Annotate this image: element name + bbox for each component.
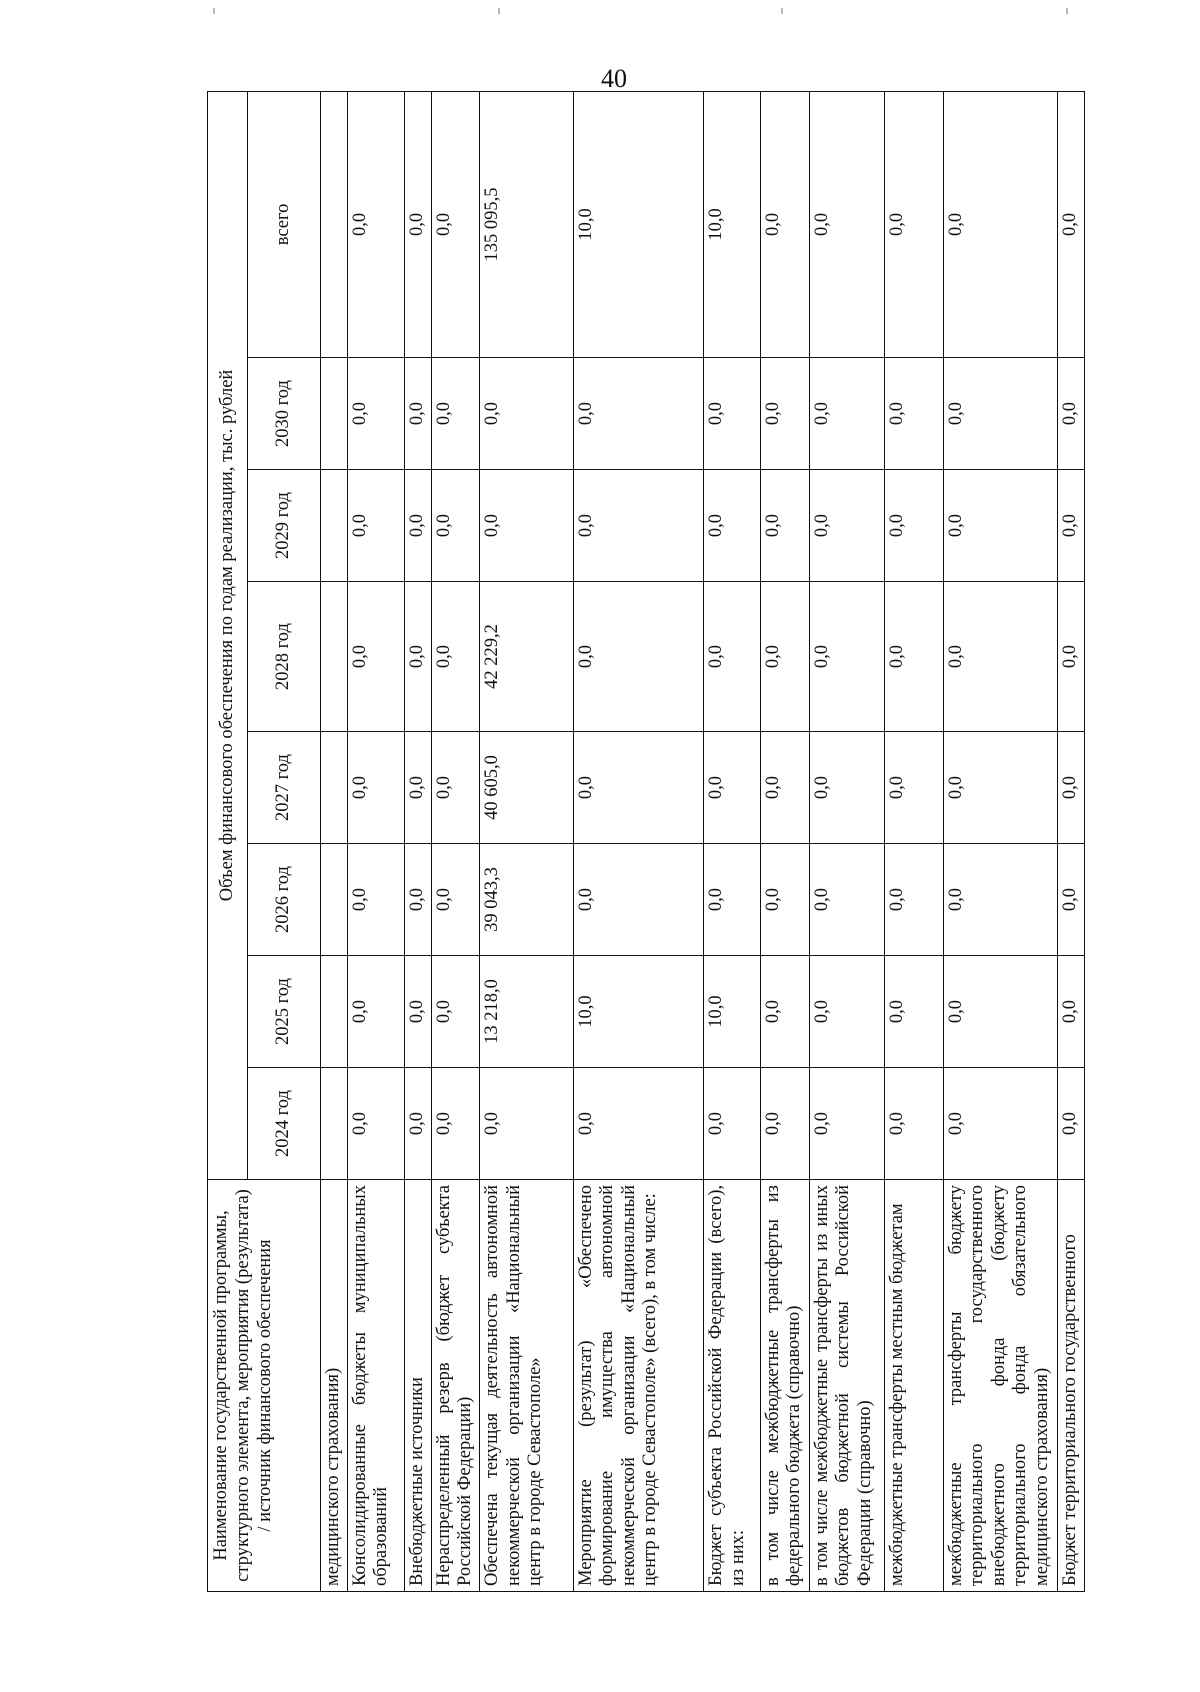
table-row [884,91,943,1591]
row-name-cell: в том числе межбюджетные трансферты из иных бюджетов бюджетной системы Российской Федерации (справочно) [809,1180,884,1592]
value-cell: 135 095,5 [480,91,574,357]
value-cell: 0,0 [480,1068,574,1180]
row-name-cell: межбюджетные трансферты местным бюджетам [884,1180,943,1592]
value-cell: 0,0 [943,1068,1057,1180]
value-cell: 0,0 [704,732,761,844]
value-cell: 0,0 [347,844,404,956]
header-year-2024: 2024 год [248,1068,321,1180]
value-cell: 0,0 [884,582,943,732]
value-cell: 0,0 [943,358,1057,470]
value-cell [321,844,348,956]
row-name-cell: Мероприятие (результат) «Обеспечено формирование имущества автономной некоммерческой организации «Национальный центр в городе Севастополе» (всего), в том числе: [573,1180,703,1592]
funding-table-container [207,92,1085,1592]
value-cell: 0,0 [884,1068,943,1180]
value-cell: 0,0 [884,470,943,582]
value-cell: 0,0 [431,956,480,1068]
value-cell: 0,0 [704,470,761,582]
page-number: 40 [601,64,627,93]
value-cell: 0,0 [573,470,703,582]
header-row-1 [208,91,248,1591]
value-cell: 0,0 [1058,956,1085,1068]
value-cell: 0,0 [404,732,431,844]
value-cell: 0,0 [431,844,480,956]
value-cell: 0,0 [1058,1068,1085,1180]
value-cell: 0,0 [884,956,943,1068]
value-cell: 0,0 [573,844,703,956]
table-row [480,91,574,1591]
header-name-column: Наименование государственной программы, структурного элемента, мероприятия (результата) / источник финансового обеспечения [208,1180,321,1592]
row-name-cell: Бюджет территориального государственного [1058,1180,1085,1592]
table-row [760,91,809,1591]
value-cell: 0,0 [431,582,480,732]
value-cell: 42 229,2 [480,582,574,732]
value-cell: 0,0 [404,91,431,357]
value-cell: 0,0 [884,91,943,357]
value-cell: 0,0 [431,358,480,470]
value-cell: 0,0 [704,358,761,470]
table-row [404,91,431,1591]
value-cell: 0,0 [1058,91,1085,357]
value-cell: 0,0 [347,956,404,1068]
value-cell: 0,0 [404,844,431,956]
scan-artifact [498,8,500,14]
value-cell: 0,0 [884,844,943,956]
value-cell: 0,0 [704,1068,761,1180]
value-cell: 0,0 [347,358,404,470]
value-cell: 0,0 [1058,358,1085,470]
funding-table [207,91,1085,1592]
value-cell: 0,0 [573,732,703,844]
value-cell: 0,0 [1058,470,1085,582]
value-cell: 0,0 [809,956,884,1068]
value-cell [321,732,348,844]
value-cell: 0,0 [704,582,761,732]
row-name-cell: Консолидированные бюджеты муниципальных образований [347,1180,404,1592]
value-cell: 0,0 [943,470,1057,582]
value-cell: 0,0 [809,582,884,732]
row-name-cell: медицинского страхования) [321,1180,348,1592]
value-cell: 0,0 [480,470,574,582]
value-cell: 0,0 [760,470,809,582]
table-row [943,91,1057,1591]
value-cell: 0,0 [347,91,404,357]
value-cell: 0,0 [573,358,703,470]
table-row [347,91,404,1591]
header-volume-title: Объем финансового обеспечения по годам реализации, тыс. рублей [208,91,248,1179]
value-cell: 0,0 [943,91,1057,357]
table-row [431,91,480,1591]
value-cell: 0,0 [884,358,943,470]
value-cell: 0,0 [809,1068,884,1180]
value-cell [321,358,348,470]
value-cell [321,91,348,357]
value-cell: 0,0 [431,470,480,582]
value-cell: 0,0 [760,732,809,844]
value-cell: 0,0 [431,732,480,844]
row-name-cell: Нераспределенный резерв (бюджет субъекта Российской Федерации) [431,1180,480,1592]
value-cell: 0,0 [943,582,1057,732]
value-cell: 0,0 [809,844,884,956]
table-body [321,91,1085,1591]
scan-artifact [213,8,215,14]
value-cell: 0,0 [480,358,574,470]
value-cell: 0,0 [760,844,809,956]
value-cell [321,956,348,1068]
value-cell: 0,0 [809,470,884,582]
scan-artifact [1066,8,1068,14]
table-row [809,91,884,1591]
value-cell: 0,0 [943,956,1057,1068]
header-year-2030: 2030 год [248,358,321,470]
value-cell: 0,0 [884,732,943,844]
row-name-cell: межбюджетные трансферты бюджету территориального государственного внебюджетного фонда (бюджету территориального фонда обязательного медицинского страхования) [943,1180,1057,1592]
value-cell: 0,0 [760,358,809,470]
header-year-2028: 2028 год [248,582,321,732]
value-cell: 0,0 [573,1068,703,1180]
value-cell: 0,0 [347,732,404,844]
value-cell: 10,0 [573,91,703,357]
scan-artifact [781,8,783,14]
header-total: всего [248,91,321,357]
value-cell: 0,0 [1058,732,1085,844]
row-name-cell: в том числе межбюджетные трансферты из федерального бюджета (справочно) [760,1180,809,1592]
value-cell: 10,0 [573,956,703,1068]
value-cell: 0,0 [431,1068,480,1180]
row-name-cell: Внебюджетные источники [404,1180,431,1592]
value-cell: 0,0 [943,732,1057,844]
value-cell [321,1068,348,1180]
table-row [573,91,703,1591]
value-cell [321,470,348,582]
value-cell: 40 605,0 [480,732,574,844]
value-cell: 0,0 [404,1068,431,1180]
value-cell: 0,0 [809,358,884,470]
value-cell: 0,0 [760,91,809,357]
value-cell: 0,0 [404,358,431,470]
value-cell: 0,0 [809,91,884,357]
value-cell: 0,0 [704,844,761,956]
value-cell: 13 218,0 [480,956,574,1068]
header-year-2025: 2025 год [248,956,321,1068]
value-cell: 0,0 [943,844,1057,956]
value-cell: 0,0 [404,582,431,732]
table-row [704,91,761,1591]
row-name-cell: Обеспечена текущая деятельность автономной некоммерческой организации «Национальный центр в городе Севастополе» [480,1180,574,1592]
rotated-table-wrapper [207,92,1085,1592]
value-cell: 0,0 [404,470,431,582]
value-cell: 0,0 [431,91,480,357]
value-cell: 0,0 [347,582,404,732]
value-cell: 0,0 [760,956,809,1068]
value-cell: 0,0 [1058,582,1085,732]
value-cell: 0,0 [347,470,404,582]
value-cell: 10,0 [704,91,761,357]
table-row [1058,91,1085,1591]
value-cell: 0,0 [760,582,809,732]
value-cell: 0,0 [809,732,884,844]
value-cell: 39 043,3 [480,844,574,956]
header-year-2027: 2027 год [248,732,321,844]
value-cell: 0,0 [573,582,703,732]
row-name-cell: Бюджет субъекта Российской Федерации (всего), из них: [704,1180,761,1592]
value-cell: 0,0 [1058,844,1085,956]
header-year-2029: 2029 год [248,470,321,582]
value-cell: 10,0 [704,956,761,1068]
header-year-2026: 2026 год [248,844,321,956]
value-cell [321,582,348,732]
value-cell: 0,0 [347,1068,404,1180]
table-row [321,91,348,1591]
value-cell: 0,0 [404,956,431,1068]
value-cell: 0,0 [760,1068,809,1180]
